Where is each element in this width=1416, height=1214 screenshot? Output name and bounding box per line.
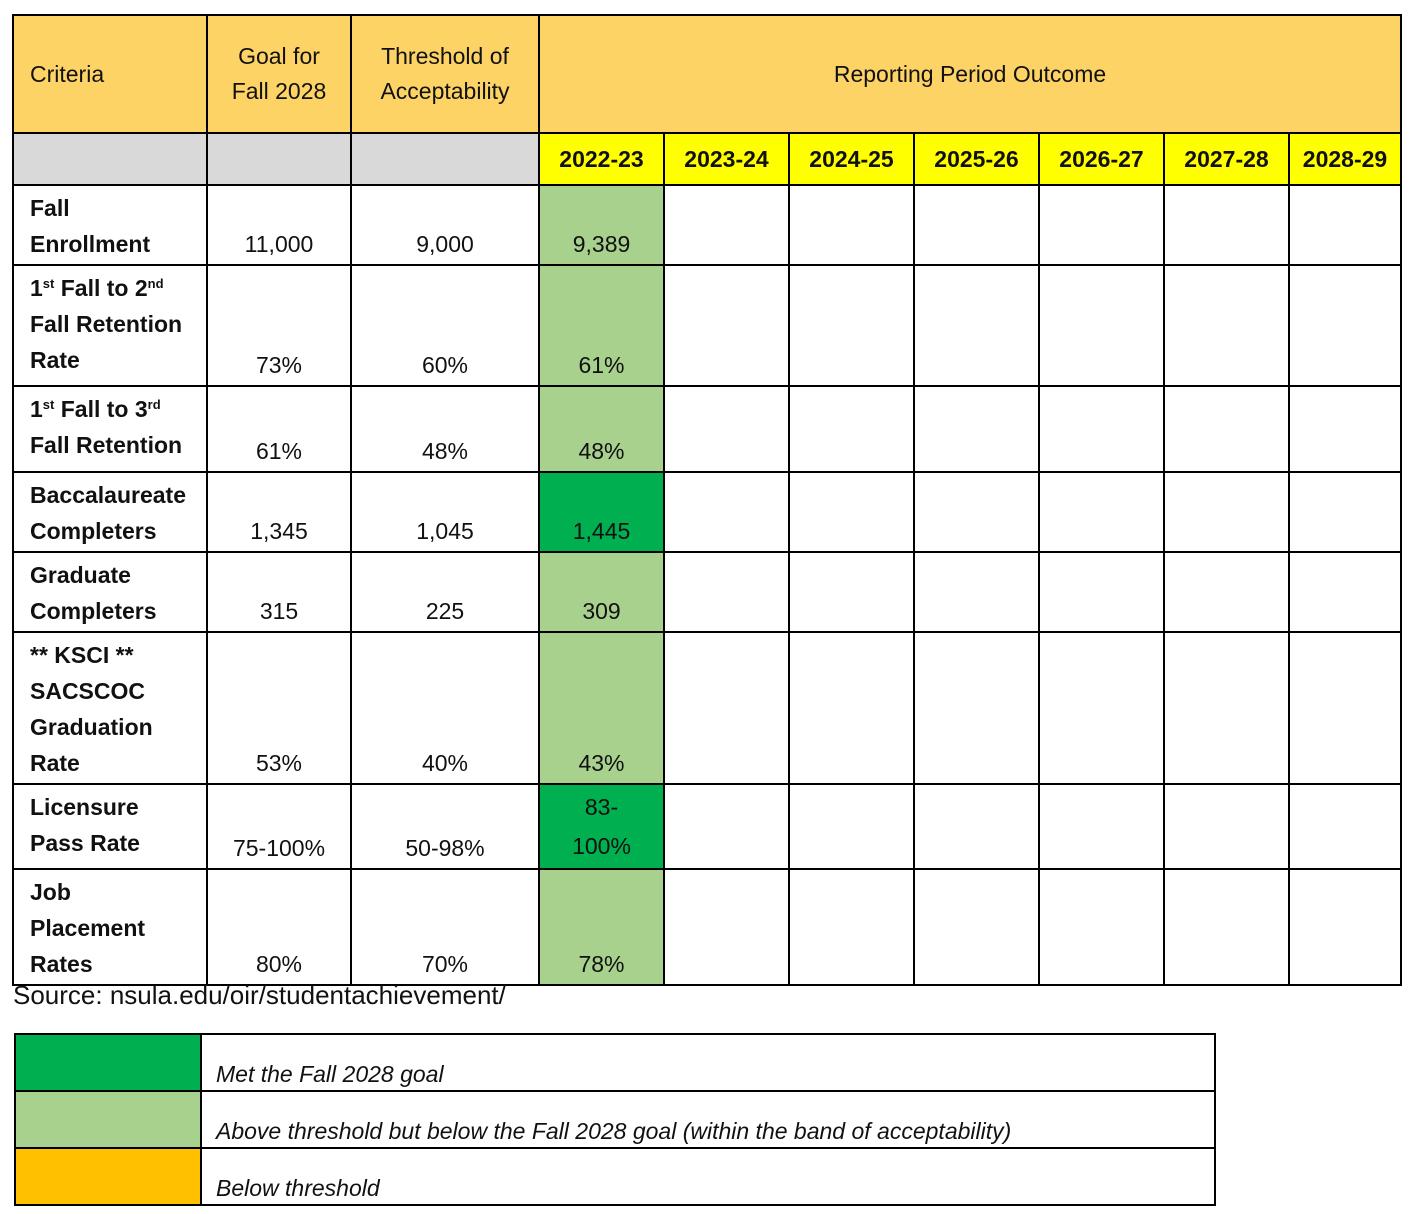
empty-outcome-cell bbox=[1039, 632, 1164, 784]
outcome-cell bbox=[539, 784, 664, 869]
empty-outcome-cell bbox=[1039, 784, 1164, 869]
threshold-cell: 1,045 bbox=[351, 472, 539, 552]
legend-row bbox=[15, 1034, 1215, 1091]
threshold-header bbox=[351, 15, 539, 133]
empty-outcome-cell bbox=[1039, 552, 1164, 632]
criteria-label-line: Fall Retention bbox=[30, 311, 183, 337]
threshold-cell: 48% bbox=[351, 386, 539, 472]
empty-outcome-cell bbox=[1039, 869, 1164, 985]
legend-swatch-above-threshold bbox=[15, 1091, 201, 1148]
goal-header-line2: Fall 2028 bbox=[231, 78, 327, 104]
table-row bbox=[13, 386, 1401, 472]
empty-outcome-cell bbox=[914, 869, 1039, 985]
empty-outcome-cell bbox=[664, 185, 789, 265]
legend-row bbox=[15, 1091, 1215, 1148]
empty-outcome-cell bbox=[1039, 185, 1164, 265]
blank-cell bbox=[207, 133, 351, 185]
criteria-label-line: Completers bbox=[30, 598, 157, 624]
table-row bbox=[13, 869, 1401, 985]
empty-outcome-cell bbox=[1164, 265, 1289, 386]
empty-outcome-cell bbox=[914, 784, 1039, 869]
empty-outcome-cell bbox=[1289, 386, 1401, 472]
criteria-label-line: Graduate bbox=[30, 562, 131, 588]
outcome-cell: 309 bbox=[539, 552, 664, 632]
year-cell: 2027-28 bbox=[1164, 133, 1289, 185]
empty-outcome-cell bbox=[1164, 386, 1289, 472]
goal-header-line1: Goal for bbox=[238, 43, 320, 69]
goal-cell: 53% bbox=[207, 632, 351, 784]
year-cell: 2025-26 bbox=[914, 133, 1039, 185]
empty-outcome-cell bbox=[1164, 784, 1289, 869]
goal-header bbox=[207, 15, 351, 133]
threshold-cell: 225 bbox=[351, 552, 539, 632]
empty-outcome-cell bbox=[914, 185, 1039, 265]
criteria-label-line: ** KSCI ** bbox=[30, 642, 134, 668]
threshold-cell: 50-98% bbox=[351, 784, 539, 869]
criteria-label-line: Fall bbox=[30, 195, 70, 221]
year-cell: 2022-23 bbox=[539, 133, 664, 185]
criteria-label-line: Licensure bbox=[30, 794, 139, 820]
threshold-cell: 70% bbox=[351, 869, 539, 985]
empty-outcome-cell bbox=[1039, 472, 1164, 552]
threshold-cell: 60% bbox=[351, 265, 539, 386]
criteria-label-line: Completers bbox=[30, 518, 157, 544]
empty-outcome-cell bbox=[1289, 552, 1401, 632]
empty-outcome-cell bbox=[1289, 265, 1401, 386]
criteria-label-line: Baccalaureate bbox=[30, 482, 186, 508]
table-row bbox=[13, 784, 1401, 869]
table-row bbox=[13, 265, 1401, 386]
empty-outcome-cell bbox=[1289, 185, 1401, 265]
empty-outcome-cell bbox=[664, 552, 789, 632]
criteria-label bbox=[13, 472, 207, 552]
color-legend bbox=[14, 1033, 1216, 1206]
goal-cell: 73% bbox=[207, 265, 351, 386]
threshold-header-line2: Acceptability bbox=[380, 78, 510, 104]
source-note: Source: nsula.edu/oir/studentachievement/ bbox=[13, 980, 506, 1010]
criteria-label-line: Rate bbox=[30, 347, 80, 373]
criteria-label bbox=[13, 869, 207, 985]
empty-outcome-cell bbox=[914, 386, 1039, 472]
outcome-cell: 1,445 bbox=[539, 472, 664, 552]
empty-outcome-cell bbox=[914, 472, 1039, 552]
goal-cell: 80% bbox=[207, 869, 351, 985]
criteria-label-line: Job bbox=[30, 879, 71, 905]
criteria-label-line: Graduation bbox=[30, 714, 153, 740]
empty-outcome-cell bbox=[1039, 265, 1164, 386]
criteria-label-line: Rates bbox=[30, 951, 93, 977]
legend-swatch-met-goal bbox=[15, 1034, 201, 1091]
outcome-cell: 43% bbox=[539, 632, 664, 784]
empty-outcome-cell bbox=[789, 632, 914, 784]
outcome-cell: 78% bbox=[539, 869, 664, 985]
goal-cell: 61% bbox=[207, 386, 351, 472]
threshold-header-line1: Threshold of bbox=[381, 43, 509, 69]
empty-outcome-cell bbox=[789, 552, 914, 632]
empty-outcome-cell bbox=[914, 265, 1039, 386]
legend-text: Above threshold but below the Fall 2028 goal (within the band of acceptability) bbox=[201, 1091, 1215, 1148]
empty-outcome-cell bbox=[1289, 472, 1401, 552]
goal-cell: 11,000 bbox=[207, 185, 351, 265]
empty-outcome-cell bbox=[789, 784, 914, 869]
empty-outcome-cell bbox=[789, 185, 914, 265]
empty-outcome-cell bbox=[664, 265, 789, 386]
goal-cell: 315 bbox=[207, 552, 351, 632]
empty-outcome-cell bbox=[664, 386, 789, 472]
empty-outcome-cell bbox=[914, 632, 1039, 784]
empty-outcome-cell bbox=[664, 472, 789, 552]
empty-outcome-cell bbox=[789, 265, 914, 386]
empty-outcome-cell bbox=[789, 472, 914, 552]
blank-cell bbox=[351, 133, 539, 185]
empty-outcome-cell bbox=[1164, 869, 1289, 985]
empty-outcome-cell bbox=[1289, 632, 1401, 784]
empty-outcome-cell bbox=[1039, 386, 1164, 472]
criteria-label-line: Placement bbox=[30, 915, 146, 941]
year-row bbox=[13, 133, 1401, 185]
empty-outcome-cell bbox=[1164, 632, 1289, 784]
empty-outcome-cell bbox=[1289, 784, 1401, 869]
empty-outcome-cell bbox=[1164, 185, 1289, 265]
criteria-label-line: SACSCOC bbox=[30, 678, 146, 704]
outcome-cell: 61% bbox=[539, 265, 664, 386]
criteria-label bbox=[13, 265, 207, 386]
year-cell: 2024-25 bbox=[789, 133, 914, 185]
criteria-label-line: 1st Fall to 3rd bbox=[30, 396, 161, 422]
criteria-label-line: 1st Fall to 2nd bbox=[30, 275, 164, 301]
criteria-label bbox=[13, 552, 207, 632]
year-cell: 2023-24 bbox=[664, 133, 789, 185]
blank-cell bbox=[13, 133, 207, 185]
empty-outcome-cell bbox=[914, 552, 1039, 632]
threshold-cell: 40% bbox=[351, 632, 539, 784]
criteria-label-line: Rate bbox=[30, 750, 80, 776]
reporting-period-header: Reporting Period Outcome bbox=[539, 15, 1401, 133]
criteria-label-line: Pass Rate bbox=[30, 830, 140, 856]
empty-outcome-cell bbox=[1289, 869, 1401, 985]
legend-swatch-below-threshold bbox=[15, 1148, 201, 1205]
criteria-header: Criteria bbox=[13, 15, 207, 133]
criteria-label-line: Enrollment bbox=[30, 231, 151, 257]
goal-cell: 1,345 bbox=[207, 472, 351, 552]
outcome-cell: 48% bbox=[539, 386, 664, 472]
outcome-cell: 9,389 bbox=[539, 185, 664, 265]
table-row bbox=[13, 552, 1401, 632]
outcome-line: 83- bbox=[584, 794, 619, 820]
empty-outcome-cell bbox=[1164, 472, 1289, 552]
empty-outcome-cell bbox=[789, 386, 914, 472]
criteria-label bbox=[13, 632, 207, 784]
empty-outcome-cell bbox=[664, 632, 789, 784]
criteria-label bbox=[13, 386, 207, 472]
criteria-label bbox=[13, 185, 207, 265]
student-achievement-table bbox=[12, 14, 1402, 986]
table-row bbox=[13, 632, 1401, 784]
legend-text: Below threshold bbox=[201, 1148, 1215, 1205]
table-row bbox=[13, 472, 1401, 552]
empty-outcome-cell bbox=[664, 869, 789, 985]
outcome-line: 100% bbox=[572, 833, 631, 859]
empty-outcome-cell bbox=[1164, 552, 1289, 632]
legend-row bbox=[15, 1148, 1215, 1205]
legend-text: Met the Fall 2028 goal bbox=[201, 1034, 1215, 1091]
header-row bbox=[13, 15, 1401, 133]
criteria-label bbox=[13, 784, 207, 869]
year-cell: 2026-27 bbox=[1039, 133, 1164, 185]
year-cell: 2028-29 bbox=[1289, 133, 1401, 185]
empty-outcome-cell bbox=[664, 784, 789, 869]
goal-cell: 75-100% bbox=[207, 784, 351, 869]
empty-outcome-cell bbox=[789, 869, 914, 985]
criteria-label-line: Fall Retention bbox=[30, 432, 183, 458]
threshold-cell: 9,000 bbox=[351, 185, 539, 265]
table-row bbox=[13, 185, 1401, 265]
